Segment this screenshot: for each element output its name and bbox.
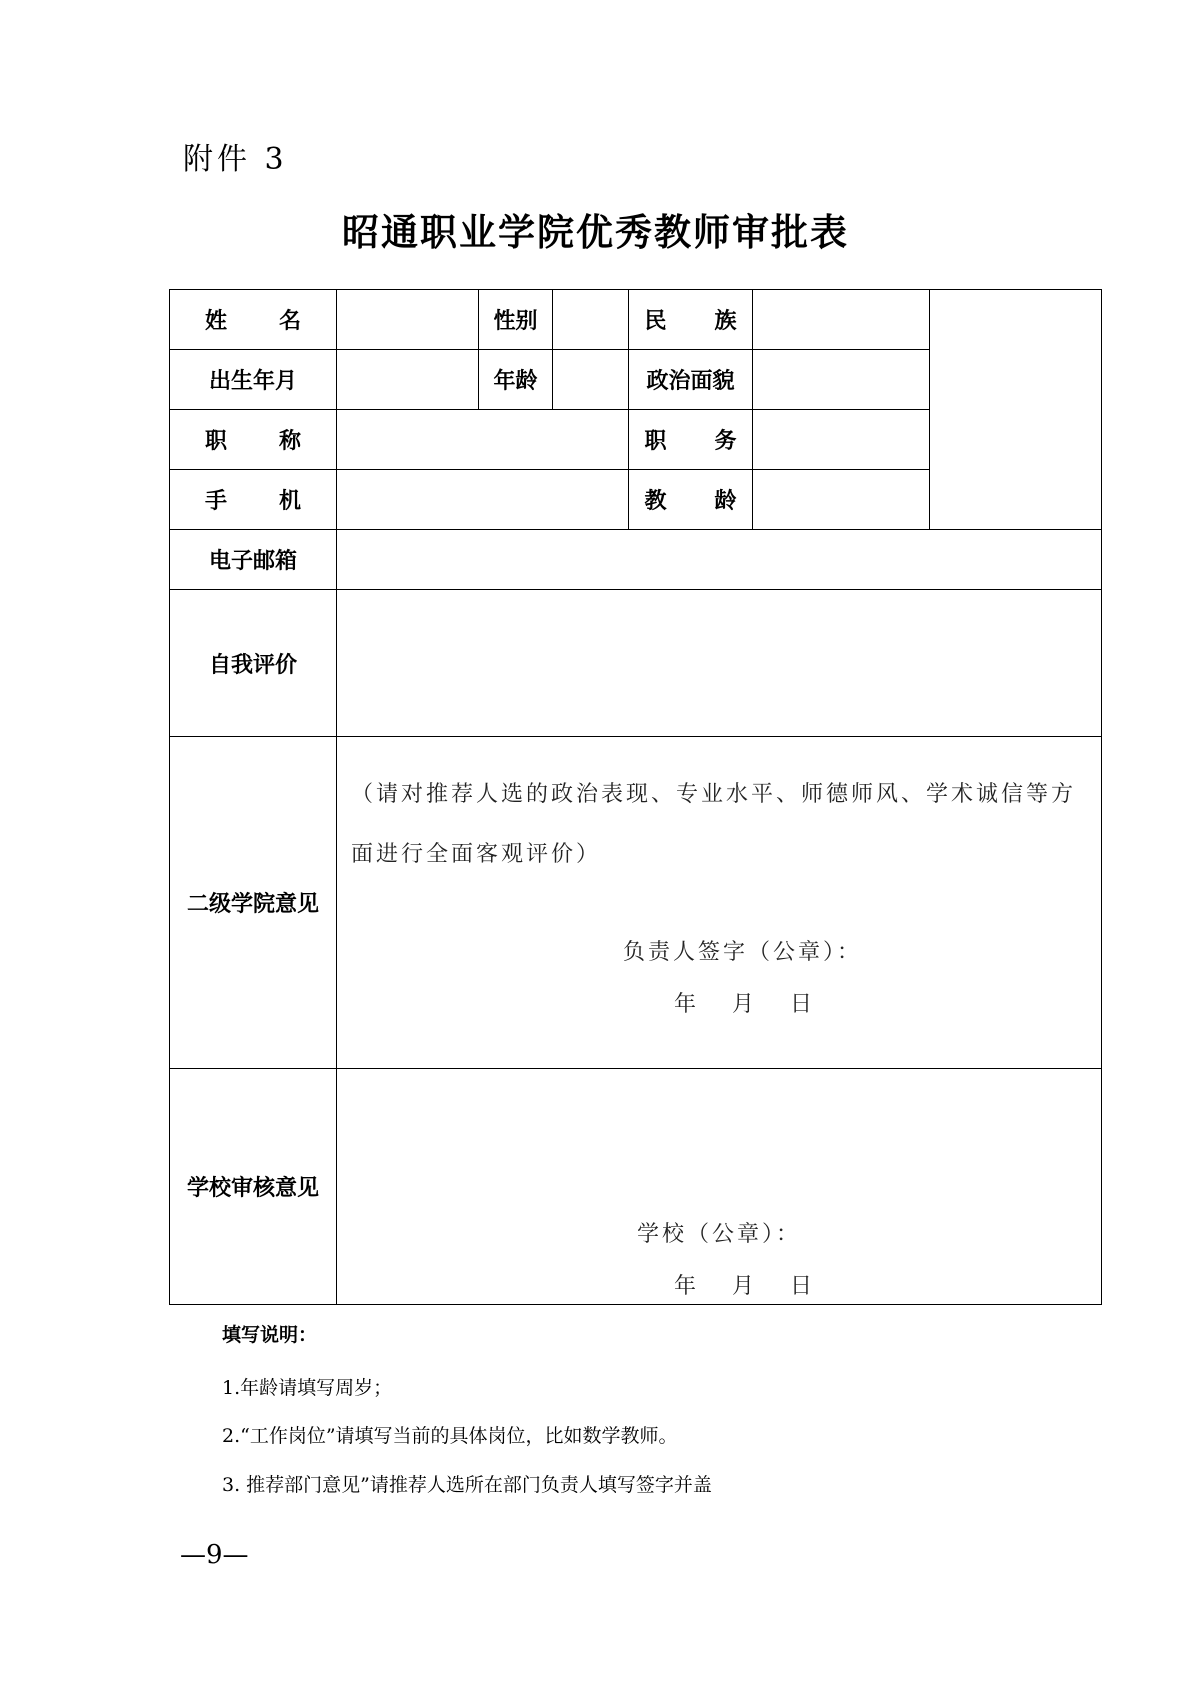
position-label: 职 务 (629, 410, 753, 470)
title-label: 职 称 (170, 410, 337, 470)
self-eval-field[interactable] (337, 590, 1102, 737)
political-field[interactable] (753, 350, 930, 410)
email-field[interactable] (337, 530, 1102, 590)
page-number: —9— (180, 1540, 249, 1570)
birth-label: 出生年月 (170, 350, 337, 410)
email-label: 电子邮箱 (170, 530, 337, 590)
birth-field[interactable] (337, 350, 479, 410)
instruction-item: 2.“工作岗位”请填写当前的具体岗位，比如数学教师。 (222, 1425, 678, 1447)
page-title: 昭通职业学院优秀教师审批表 (342, 211, 849, 254)
phone-label: 手 机 (170, 470, 337, 530)
name-field[interactable] (337, 290, 479, 350)
phone-field[interactable] (337, 470, 629, 530)
instructions-title: 填写说明： (222, 1324, 318, 1346)
teaching-years-label: 教 龄 (629, 470, 753, 530)
gender-label: 性别 (479, 290, 553, 350)
college-opinion-label: 二级学院意见 (170, 737, 337, 1069)
name-label: 姓 名 (170, 290, 337, 350)
self-eval-label: 自我评价 (170, 590, 337, 737)
age-field[interactable] (553, 350, 629, 410)
attachment-label: 附件 3 (183, 142, 288, 177)
ethnicity-label: 民 族 (629, 290, 753, 350)
title-field[interactable] (337, 410, 629, 470)
school-sign-label: 学校（公章）： (637, 1222, 802, 1247)
college-sign-label: 负责人签字（公章）： (623, 940, 863, 965)
teaching-years-field[interactable] (753, 470, 930, 530)
position-field[interactable] (753, 410, 930, 470)
photo-cell[interactable] (930, 290, 1102, 530)
school-opinion-field[interactable] (337, 1069, 1102, 1305)
ethnicity-field[interactable] (753, 290, 930, 350)
political-label: 政治面貌 (629, 350, 753, 410)
school-date: 年 月 日 (674, 1274, 813, 1299)
school-opinion-label: 学校审核意见 (170, 1069, 337, 1305)
college-opinion-note: （请对推荐人选的政治表现、专业水平、师德师风、学术诚信等方面进行全面客观评价） (351, 782, 1077, 867)
instruction-item: 1.年龄请填写周岁； (222, 1377, 393, 1399)
college-date: 年 月 日 (674, 992, 813, 1017)
approval-form-table (169, 289, 1102, 1305)
instruction-item: 3. 推荐部门意见”请推荐人选所在部门负责人填写签字并盖 (222, 1474, 712, 1496)
age-label: 年龄 (479, 350, 553, 410)
gender-field[interactable] (553, 290, 629, 350)
college-opinion-field[interactable] (337, 737, 1102, 1069)
